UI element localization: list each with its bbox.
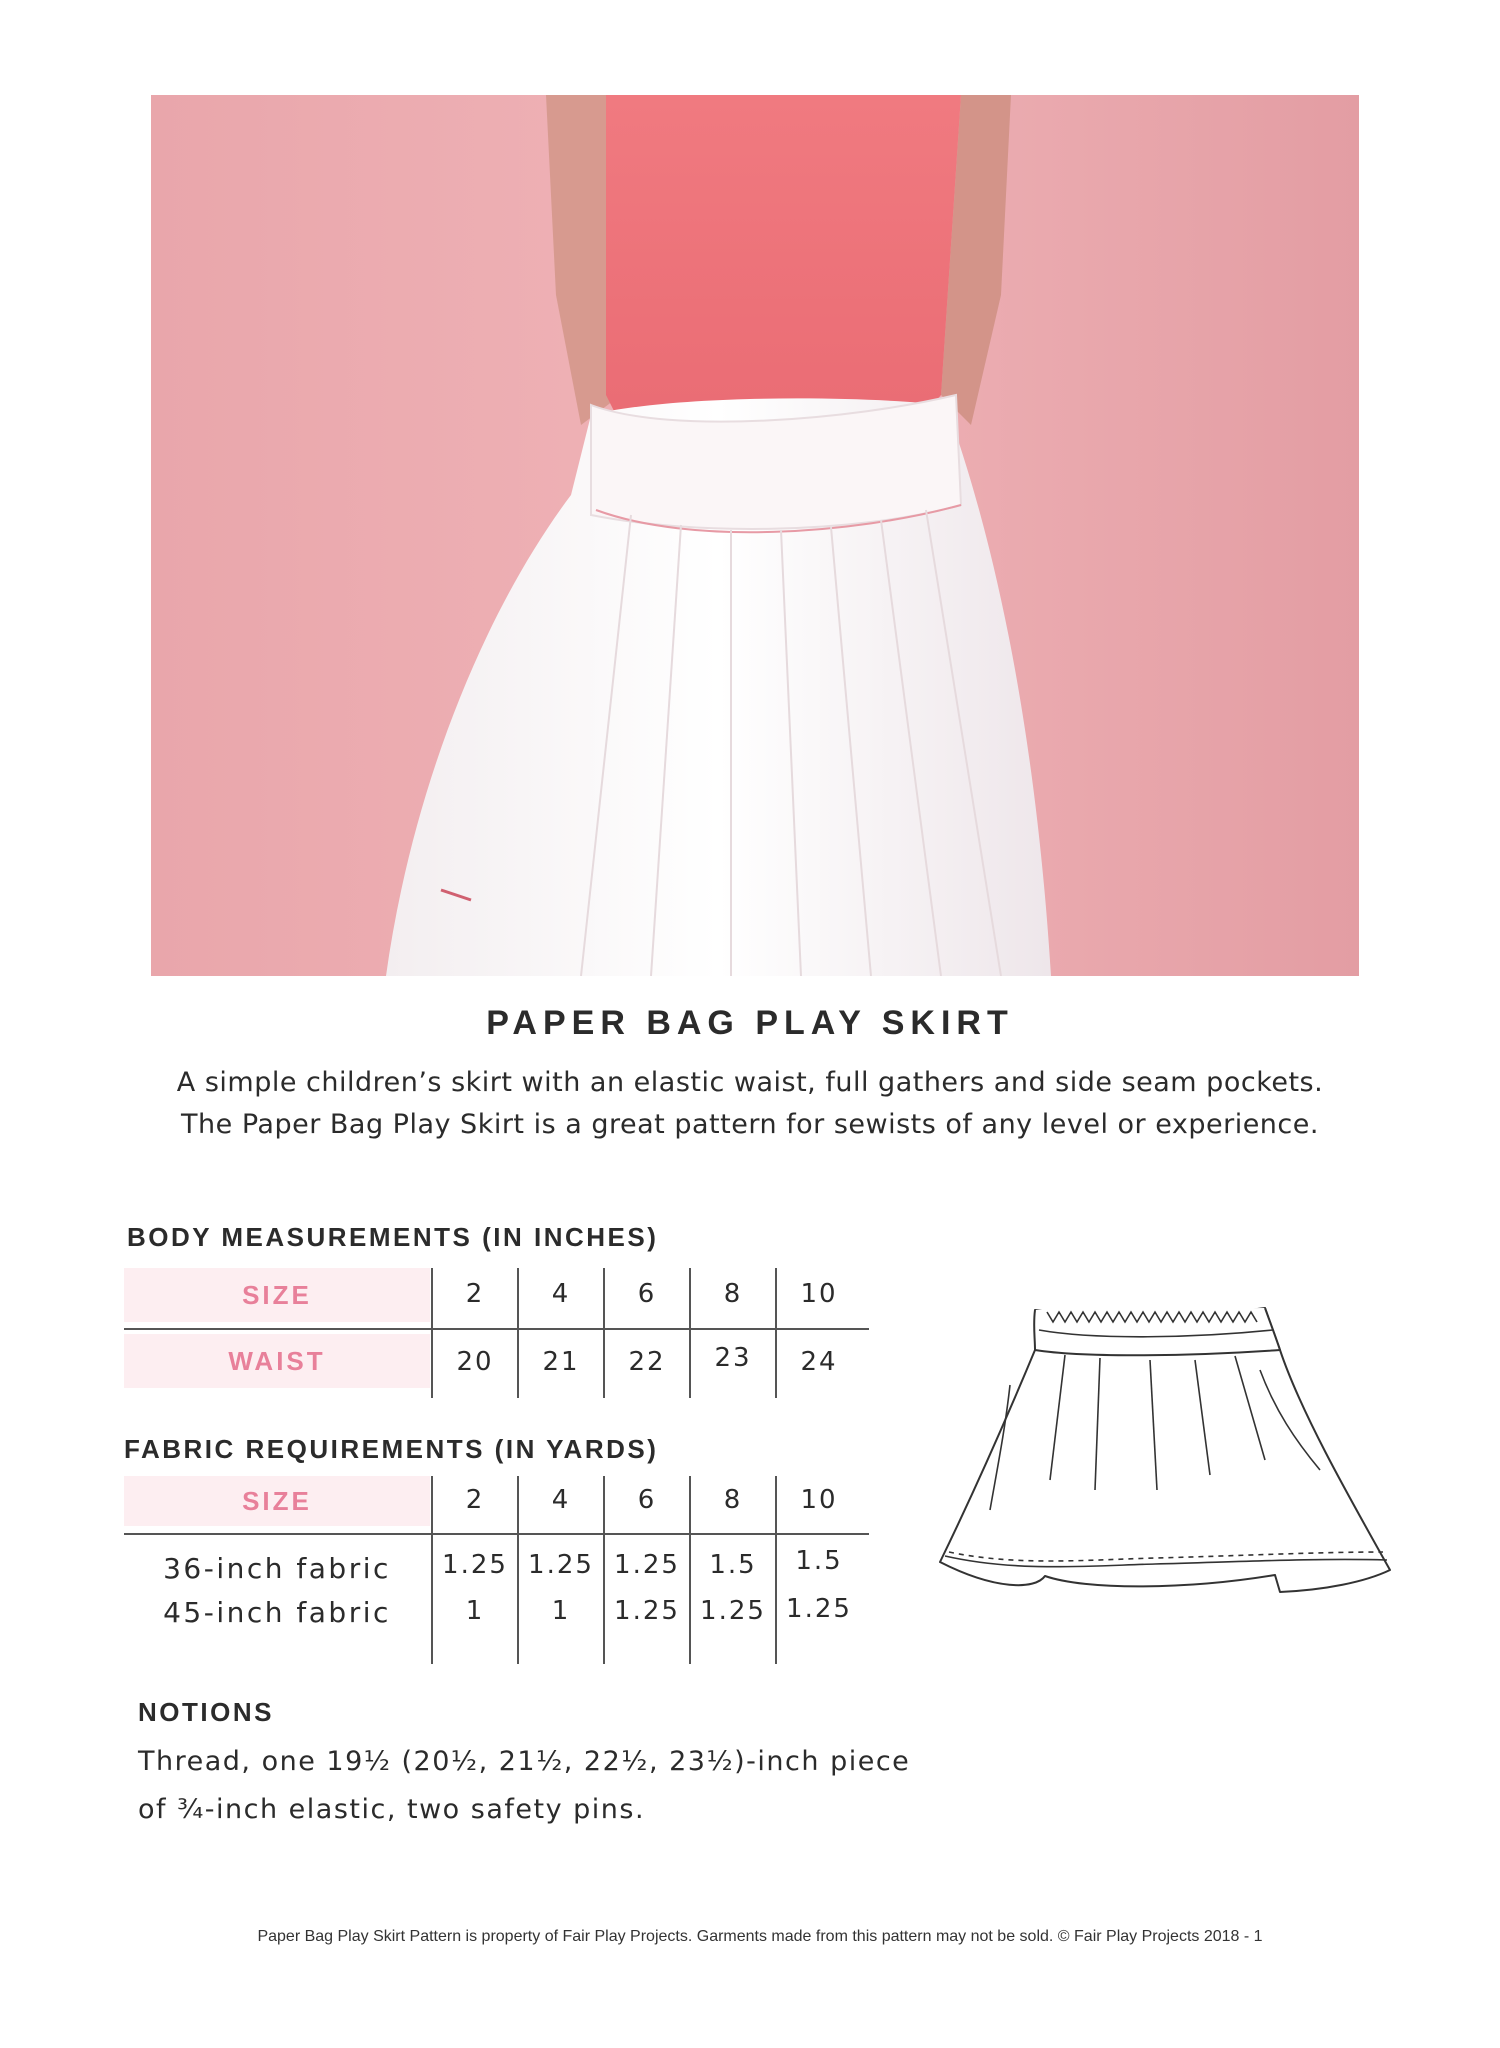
fabric-cell: 1.25 (614, 1596, 680, 1626)
fabric-cell: 1.25 (614, 1550, 680, 1580)
notions-text (138, 1738, 938, 1834)
table-divider (431, 1268, 433, 1398)
size-label: SIZE (124, 1476, 430, 1526)
notions-line-1: Thread, one 19½ (20½, 21½, 22½, 23½)-inch piece (138, 1746, 911, 1777)
table-divider (775, 1476, 777, 1664)
description-line-1: A simple children’s skirt with an elastic waist, full gathers and side seam pockets. (176, 1067, 1324, 1098)
table-divider (603, 1476, 605, 1664)
fabric-cell: 1.25 (442, 1550, 508, 1580)
size-cell: 2 (465, 1485, 485, 1515)
fabric-cell: 1.25 (528, 1550, 594, 1580)
table-divider (124, 1533, 869, 1535)
waist-cell: 21 (542, 1347, 580, 1377)
fabric-cell: 1.5 (709, 1550, 757, 1580)
fabric-requirements-table (124, 1476, 869, 1664)
skirt-line-art (935, 1290, 1395, 1610)
table-divider (689, 1476, 691, 1664)
fabric-row-label: 36-inch fabric (163, 1552, 391, 1585)
table-divider (517, 1268, 519, 1398)
size-cell: 2 (465, 1279, 485, 1309)
table-divider (775, 1268, 777, 1398)
table-divider (689, 1268, 691, 1398)
fabric-cell: 1.25 (700, 1596, 766, 1626)
size-cell: 6 (637, 1279, 657, 1309)
table-divider (124, 1328, 869, 1330)
body-measurements-table (124, 1268, 869, 1398)
notions-line-2: of ¾-inch elastic, two safety pins. (138, 1794, 646, 1825)
fabric-cell: 1 (465, 1596, 485, 1626)
fabric-cell: 1.25 (786, 1594, 852, 1624)
waist-cell: 22 (628, 1347, 666, 1377)
table-divider (517, 1476, 519, 1664)
waist-cell: 23 (714, 1343, 752, 1373)
body-measurements-heading: BODY MEASUREMENTS (IN INCHES) (127, 1222, 659, 1252)
skirt-flat-drawing (935, 1290, 1395, 1614)
fabric-cell: 1 (551, 1596, 571, 1626)
table-divider (431, 1476, 433, 1664)
notions-heading: NOTIONS (138, 1697, 274, 1727)
description (0, 1062, 1500, 1146)
waist-label: WAIST (124, 1334, 430, 1388)
size-label: SIZE (124, 1268, 430, 1322)
page-title: PAPER BAG PLAY SKIRT (486, 1004, 1014, 1042)
size-cell: 4 (551, 1279, 571, 1309)
waist-cell: 24 (800, 1347, 838, 1377)
description-line-2: The Paper Bag Play Skirt is a great pattern for sewists of any level or experience. (181, 1109, 1319, 1140)
table-divider (603, 1268, 605, 1398)
fabric-cell: 1.5 (795, 1546, 843, 1576)
fabric-requirements-heading: FABRIC REQUIREMENTS (IN YARDS) (124, 1434, 659, 1464)
size-cell: 8 (723, 1279, 743, 1309)
footer-copyright: Paper Bag Play Skirt Pattern is property of Fair Play Projects. Garments made from this pattern may not be sold. © Fair Play Projects 2018 - 1 (257, 1928, 1263, 1945)
skirt-photo-illustration (151, 95, 1359, 976)
size-cell: 10 (800, 1279, 838, 1309)
size-cell: 10 (800, 1485, 838, 1515)
size-cell: 6 (637, 1485, 657, 1515)
size-cell: 4 (551, 1485, 571, 1515)
fabric-row-label: 45-inch fabric (163, 1596, 391, 1629)
hero-photo (151, 95, 1359, 976)
waist-cell: 20 (456, 1347, 494, 1377)
size-cell: 8 (723, 1485, 743, 1515)
